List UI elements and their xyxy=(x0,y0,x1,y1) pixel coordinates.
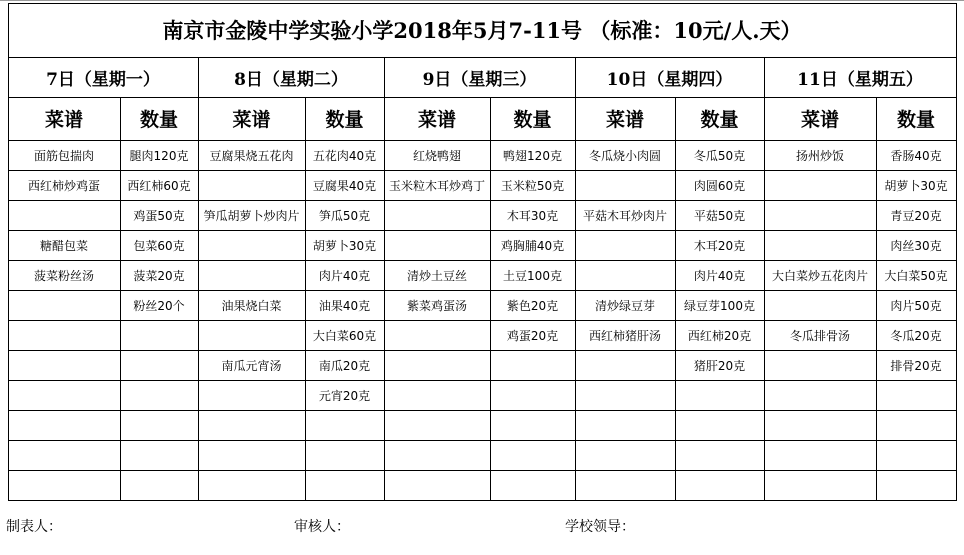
quantity-cell xyxy=(876,470,956,500)
quantity-cell: 猪肝20克 xyxy=(693,358,746,373)
dish-cell xyxy=(764,290,876,320)
dish-cell: 菠菜粉丝汤 xyxy=(33,268,94,283)
border-line xyxy=(8,200,957,201)
quantity-cell xyxy=(675,410,764,440)
day-header-1: 7日（星期一） xyxy=(46,69,160,90)
quantity-cell: 肉圆60克 xyxy=(693,178,746,193)
quantity-cell xyxy=(675,380,764,410)
dish-cell xyxy=(8,380,120,410)
quantity-cell xyxy=(876,410,956,440)
quantity-cell: 菠菜20克 xyxy=(133,268,185,283)
quantity-cell: 豆腐果40克 xyxy=(312,178,377,193)
reviewer-label: 审核人： xyxy=(294,519,350,535)
dish-cell xyxy=(198,410,305,440)
border-line xyxy=(8,440,957,441)
dish-cell xyxy=(575,170,675,200)
quantity-cell xyxy=(305,410,384,440)
quantity-cell: 包菜60克 xyxy=(133,238,185,253)
border-line xyxy=(8,140,957,141)
border-line xyxy=(8,230,957,231)
quantity-header: 数量 xyxy=(325,109,364,131)
quantity-cell: 木耳30克 xyxy=(506,208,559,223)
dish-cell xyxy=(384,350,490,380)
quantity-cell: 绿豆芽100克 xyxy=(684,298,755,313)
quantity-cell: 胡萝卜30克 xyxy=(312,238,377,253)
quantity-cell xyxy=(490,350,575,380)
border-line xyxy=(8,3,9,500)
border-line xyxy=(384,57,385,500)
dish-cell: 平菇木耳炒肉片 xyxy=(582,208,667,223)
quantity-cell: 西红柿20克 xyxy=(687,328,752,343)
maker-label: 制表人： xyxy=(6,519,62,535)
border-line xyxy=(575,57,576,500)
dish-cell xyxy=(764,170,876,200)
dish-cell xyxy=(384,380,490,410)
dish-cell xyxy=(198,170,305,200)
spreadsheet-gridline-top xyxy=(0,0,964,1)
dish-cell: 豆腐果烧五花肉 xyxy=(209,148,294,163)
dish-cell: 西红柿炒鸡蛋 xyxy=(27,178,100,193)
dish-cell xyxy=(384,410,490,440)
quantity-cell: 粉丝20个 xyxy=(133,298,185,313)
dish-cell: 冬瓜烧小肉圆 xyxy=(588,148,661,163)
border-line xyxy=(876,97,877,500)
day-header-4: 10日（星期四） xyxy=(606,69,733,90)
dish-cell xyxy=(575,410,675,440)
border-line xyxy=(305,97,306,500)
quantity-cell: 鸭翅120克 xyxy=(503,148,562,163)
dish-cell xyxy=(8,320,120,350)
quantity-header: 数量 xyxy=(700,109,739,131)
dish-cell xyxy=(198,380,305,410)
border-line xyxy=(956,3,957,500)
dish-cell xyxy=(764,200,876,230)
quantity-cell xyxy=(490,410,575,440)
dish-cell xyxy=(384,440,490,470)
border-line xyxy=(8,97,957,98)
dish-cell: 清炒绿豆芽 xyxy=(594,298,655,313)
quantity-cell xyxy=(120,440,198,470)
dish-cell xyxy=(575,440,675,470)
quantity-cell xyxy=(675,440,764,470)
school-leader-label: 学校领导： xyxy=(565,519,635,535)
dish-cell: 面筋包揣肉 xyxy=(33,148,94,163)
quantity-cell: 冬瓜20克 xyxy=(890,328,942,343)
quantity-cell: 青豆20克 xyxy=(890,208,942,223)
quantity-cell xyxy=(305,440,384,470)
menu-header: 菜谱 xyxy=(417,109,456,131)
border-line xyxy=(675,97,676,500)
quantity-cell: 玉米粒50克 xyxy=(500,178,565,193)
dish-cell: 扬州炒饭 xyxy=(795,148,844,163)
dish-cell xyxy=(8,440,120,470)
dish-cell xyxy=(384,320,490,350)
quantity-cell: 胡萝卜30克 xyxy=(884,178,948,193)
border-line xyxy=(8,410,957,411)
dish-cell: 紫菜鸡蛋汤 xyxy=(406,298,467,313)
border-line xyxy=(8,170,957,171)
dish-cell xyxy=(8,290,120,320)
quantity-header: 数量 xyxy=(513,109,552,131)
border-line xyxy=(490,97,491,500)
quantity-cell: 土豆100克 xyxy=(503,268,562,283)
border-line xyxy=(8,57,957,58)
dish-cell xyxy=(764,410,876,440)
quantity-cell: 平菇50克 xyxy=(693,208,746,223)
dish-cell xyxy=(198,440,305,470)
dish-cell xyxy=(764,440,876,470)
menu-header: 菜谱 xyxy=(44,109,83,131)
menu-header: 菜谱 xyxy=(605,109,644,131)
quantity-cell: 肉丝30克 xyxy=(890,238,942,253)
quantity-cell: 紫色20克 xyxy=(506,298,559,313)
dish-cell xyxy=(198,230,305,260)
quantity-cell xyxy=(120,320,198,350)
quantity-header: 数量 xyxy=(896,109,935,131)
page-title: 南京市金陵中学实验小学2018年5月7-11号 （标准：10元/人.天） xyxy=(162,18,802,43)
dish-cell: 油果烧白菜 xyxy=(221,298,282,313)
dish-cell: 糖醋包菜 xyxy=(39,238,88,253)
dish-cell xyxy=(764,350,876,380)
border-line xyxy=(8,290,957,291)
quantity-cell xyxy=(120,350,198,380)
dish-cell xyxy=(575,350,675,380)
quantity-cell: 冬瓜50克 xyxy=(693,148,746,163)
border-line xyxy=(8,380,957,381)
dish-cell xyxy=(8,350,120,380)
dish-cell xyxy=(764,230,876,260)
quantity-cell: 肉片40克 xyxy=(318,268,371,283)
quantity-cell xyxy=(120,410,198,440)
quantity-cell xyxy=(876,440,956,470)
quantity-cell: 肉片50克 xyxy=(890,298,942,313)
quantity-cell: 鸡胸脯40克 xyxy=(500,238,565,253)
day-header-5: 11日（星期五） xyxy=(797,69,923,90)
border-line xyxy=(8,320,957,321)
quantity-cell xyxy=(675,470,764,500)
quantity-cell: 大白菜60克 xyxy=(312,328,377,343)
quantity-cell: 腿肉120克 xyxy=(129,148,189,163)
dish-cell xyxy=(764,380,876,410)
dish-cell: 笋瓜胡萝卜炒肉片 xyxy=(203,208,300,223)
border-line xyxy=(8,470,957,471)
dish-cell: 玉米粒木耳炒鸡丁 xyxy=(388,178,485,193)
menu-header: 菜谱 xyxy=(800,109,839,131)
quantity-cell: 肉片40克 xyxy=(693,268,746,283)
quantity-cell: 五花肉40克 xyxy=(312,148,377,163)
dish-cell xyxy=(575,470,675,500)
dish-cell: 冬瓜排骨汤 xyxy=(789,328,850,343)
quantity-cell: 元宵20克 xyxy=(318,388,371,403)
quantity-cell: 香肠40克 xyxy=(890,148,942,163)
border-line xyxy=(8,260,957,261)
border-line xyxy=(8,350,957,351)
quantity-cell xyxy=(490,380,575,410)
dish-cell xyxy=(575,230,675,260)
quantity-cell xyxy=(490,440,575,470)
quantity-cell: 鸡蛋50克 xyxy=(133,208,185,223)
border-line xyxy=(764,57,765,500)
dish-cell: 西红柿猪肝汤 xyxy=(588,328,661,343)
quantity-cell: 笋瓜50克 xyxy=(318,208,371,223)
day-header-2: 8日（星期二） xyxy=(234,69,348,90)
dish-cell xyxy=(8,410,120,440)
dish-cell xyxy=(8,200,120,230)
quantity-cell xyxy=(490,470,575,500)
day-header-3: 9日（星期三） xyxy=(422,69,537,90)
dish-cell xyxy=(198,260,305,290)
border-line xyxy=(8,500,957,501)
dish-cell: 大白菜炒五花肉片 xyxy=(771,268,868,283)
dish-cell xyxy=(384,200,490,230)
quantity-cell xyxy=(120,470,198,500)
dish-cell: 清炒土豆丝 xyxy=(406,268,467,283)
quantity-cell: 排骨20克 xyxy=(890,358,942,373)
border-line xyxy=(120,97,121,500)
quantity-cell: 西红柿60克 xyxy=(127,178,191,193)
border-line xyxy=(8,3,957,4)
quantity-cell xyxy=(120,380,198,410)
dish-cell xyxy=(198,320,305,350)
dish-cell: 南瓜元宵汤 xyxy=(221,358,282,373)
dish-cell xyxy=(198,470,305,500)
quantity-cell xyxy=(876,380,956,410)
quantity-cell: 油果40克 xyxy=(318,298,371,313)
dish-cell xyxy=(575,260,675,290)
dish-cell: 红烧鸭翅 xyxy=(412,148,461,163)
quantity-header: 数量 xyxy=(139,109,178,131)
quantity-cell: 鸡蛋20克 xyxy=(506,328,559,343)
quantity-cell: 木耳20克 xyxy=(693,238,746,253)
dish-cell xyxy=(575,380,675,410)
dish-cell xyxy=(764,470,876,500)
dish-cell xyxy=(384,470,490,500)
quantity-cell xyxy=(305,470,384,500)
quantity-cell: 南瓜20克 xyxy=(318,358,371,373)
border-line xyxy=(198,57,199,500)
dish-cell xyxy=(8,470,120,500)
dish-cell xyxy=(384,230,490,260)
menu-header: 菜谱 xyxy=(232,109,271,131)
quantity-cell: 大白菜50克 xyxy=(884,268,948,283)
